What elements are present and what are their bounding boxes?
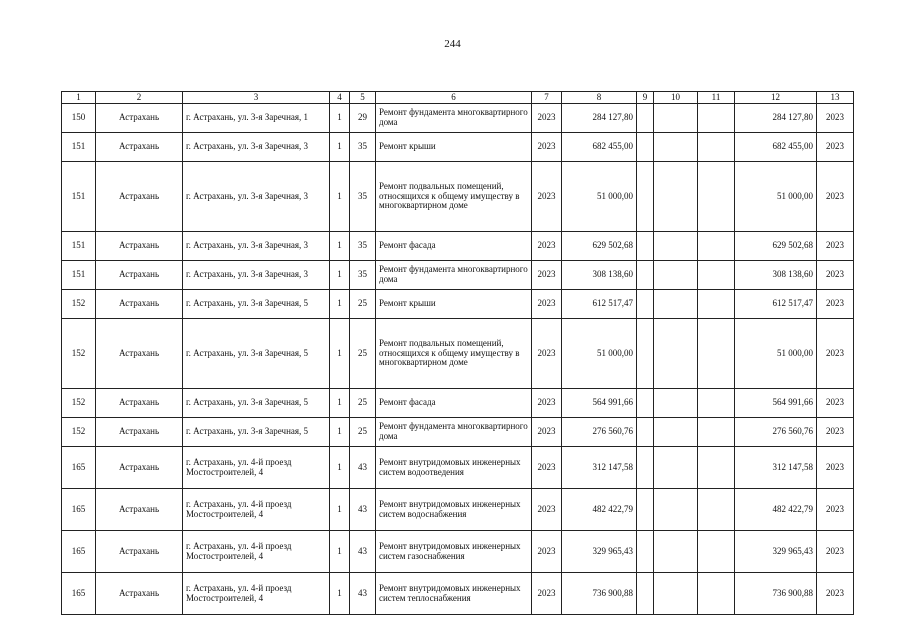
- address-cell: г. Астрахань, ул. 3-я Заречная, 5: [183, 418, 330, 447]
- col10-cell: [654, 232, 698, 261]
- total-cell: 629 502,68: [735, 232, 817, 261]
- column-header: 10: [654, 92, 698, 104]
- year-cell: 2023: [532, 447, 562, 489]
- row-number-cell: 150: [62, 104, 96, 133]
- col11-cell: [698, 162, 735, 232]
- col9-cell: [637, 133, 654, 162]
- cost-cell: 629 502,68: [562, 232, 637, 261]
- col11-cell: [698, 489, 735, 531]
- table-row: [62, 389, 854, 418]
- col10-cell: [654, 162, 698, 232]
- end-year-cell: 2023: [817, 389, 854, 418]
- row-number-cell: 151: [62, 162, 96, 232]
- col4-cell: 1: [330, 418, 350, 447]
- city-cell: Астрахань: [96, 418, 183, 447]
- cost-cell: 308 138,60: [562, 261, 637, 290]
- work-type-cell: Ремонт внутридомовых инженерных систем теплоснабжения: [376, 573, 532, 615]
- column-header: 6: [376, 92, 532, 104]
- col5-cell: 43: [350, 489, 376, 531]
- column-header: 8: [562, 92, 637, 104]
- work-type-cell: Ремонт фасада: [376, 389, 532, 418]
- col5-cell: 25: [350, 418, 376, 447]
- col9-cell: [637, 290, 654, 319]
- table-row: [62, 162, 854, 232]
- total-cell: 482 422,79: [735, 489, 817, 531]
- year-cell: 2023: [532, 133, 562, 162]
- end-year-cell: 2023: [817, 319, 854, 389]
- cost-cell: 736 900,88: [562, 573, 637, 615]
- end-year-cell: 2023: [817, 573, 854, 615]
- work-type-cell: Ремонт подвальных помещений, относящихся к общему имуществу в многоквартирном доме: [376, 162, 532, 232]
- address-cell: г. Астрахань, ул. 3-я Заречная, 3: [183, 261, 330, 290]
- col9-cell: [637, 232, 654, 261]
- table-row: [62, 290, 854, 319]
- table-row: [62, 133, 854, 162]
- table-row: [62, 319, 854, 389]
- col10-cell: [654, 319, 698, 389]
- col9-cell: [637, 319, 654, 389]
- year-cell: 2023: [532, 418, 562, 447]
- year-cell: 2023: [532, 261, 562, 290]
- col10-cell: [654, 290, 698, 319]
- end-year-cell: 2023: [817, 418, 854, 447]
- total-cell: 51 000,00: [735, 162, 817, 232]
- end-year-cell: 2023: [817, 290, 854, 319]
- end-year-cell: 2023: [817, 232, 854, 261]
- city-cell: Астрахань: [96, 261, 183, 290]
- address-cell: г. Астрахань, ул. 3-я Заречная, 1: [183, 104, 330, 133]
- col9-cell: [637, 104, 654, 133]
- col5-cell: 35: [350, 133, 376, 162]
- table-row: [62, 447, 854, 489]
- address-cell: г. Астрахань, ул. 3-я Заречная, 5: [183, 319, 330, 389]
- col9-cell: [637, 573, 654, 615]
- year-cell: 2023: [532, 319, 562, 389]
- col5-cell: 43: [350, 531, 376, 573]
- repair-schedule-table: [61, 91, 854, 615]
- table-row: [62, 232, 854, 261]
- work-type-cell: Ремонт внутридомовых инженерных систем водоотведения: [376, 447, 532, 489]
- col5-cell: 25: [350, 389, 376, 418]
- col4-cell: 1: [330, 162, 350, 232]
- work-type-cell: Ремонт фундамента многоквартирного дома: [376, 418, 532, 447]
- year-cell: 2023: [532, 489, 562, 531]
- cost-cell: 482 422,79: [562, 489, 637, 531]
- work-type-cell: Ремонт внутридомовых инженерных систем газоснабжения: [376, 531, 532, 573]
- total-cell: 312 147,58: [735, 447, 817, 489]
- total-cell: 612 517,47: [735, 290, 817, 319]
- total-cell: 564 991,66: [735, 389, 817, 418]
- work-type-cell: Ремонт фундамента многоквартирного дома: [376, 104, 532, 133]
- col11-cell: [698, 290, 735, 319]
- col11-cell: [698, 447, 735, 489]
- col4-cell: 1: [330, 261, 350, 290]
- city-cell: Астрахань: [96, 447, 183, 489]
- row-number-cell: 151: [62, 133, 96, 162]
- col5-cell: 25: [350, 319, 376, 389]
- city-cell: Астрахань: [96, 573, 183, 615]
- city-cell: Астрахань: [96, 389, 183, 418]
- cost-cell: 276 560,76: [562, 418, 637, 447]
- year-cell: 2023: [532, 162, 562, 232]
- col10-cell: [654, 447, 698, 489]
- col11-cell: [698, 104, 735, 133]
- row-number-cell: 152: [62, 319, 96, 389]
- col11-cell: [698, 232, 735, 261]
- end-year-cell: 2023: [817, 104, 854, 133]
- col4-cell: 1: [330, 104, 350, 133]
- cost-cell: 329 965,43: [562, 531, 637, 573]
- column-header: 12: [735, 92, 817, 104]
- row-number-cell: 165: [62, 573, 96, 615]
- col11-cell: [698, 531, 735, 573]
- city-cell: Астрахань: [96, 489, 183, 531]
- cost-cell: 284 127,80: [562, 104, 637, 133]
- city-cell: Астрахань: [96, 232, 183, 261]
- column-header: 4: [330, 92, 350, 104]
- cost-cell: 51 000,00: [562, 319, 637, 389]
- cost-cell: 564 991,66: [562, 389, 637, 418]
- cost-cell: 612 517,47: [562, 290, 637, 319]
- city-cell: Астрахань: [96, 133, 183, 162]
- col4-cell: 1: [330, 319, 350, 389]
- address-cell: г. Астрахань, ул. 3-я Заречная, 5: [183, 389, 330, 418]
- end-year-cell: 2023: [817, 133, 854, 162]
- table-row: [62, 104, 854, 133]
- address-cell: г. Астрахань, ул. 4-й проезд Мостостроителей, 4: [183, 531, 330, 573]
- col9-cell: [637, 489, 654, 531]
- col11-cell: [698, 573, 735, 615]
- col11-cell: [698, 319, 735, 389]
- year-cell: 2023: [532, 573, 562, 615]
- col5-cell: 43: [350, 447, 376, 489]
- address-cell: г. Астрахань, ул. 4-й проезд Мостостроителей, 4: [183, 447, 330, 489]
- table-row: [62, 261, 854, 290]
- total-cell: 284 127,80: [735, 104, 817, 133]
- year-cell: 2023: [532, 232, 562, 261]
- row-number-cell: 165: [62, 447, 96, 489]
- col10-cell: [654, 418, 698, 447]
- col4-cell: 1: [330, 290, 350, 319]
- row-number-cell: 152: [62, 290, 96, 319]
- city-cell: Астрахань: [96, 162, 183, 232]
- row-number-cell: 152: [62, 418, 96, 447]
- column-header: 7: [532, 92, 562, 104]
- work-type-cell: Ремонт фасада: [376, 232, 532, 261]
- col5-cell: 29: [350, 104, 376, 133]
- work-type-cell: Ремонт крыши: [376, 133, 532, 162]
- address-cell: г. Астрахань, ул. 3-я Заречная, 3: [183, 133, 330, 162]
- year-cell: 2023: [532, 290, 562, 319]
- total-cell: 308 138,60: [735, 261, 817, 290]
- column-header: 2: [96, 92, 183, 104]
- end-year-cell: 2023: [817, 531, 854, 573]
- col11-cell: [698, 418, 735, 447]
- row-number-cell: 152: [62, 389, 96, 418]
- row-number-cell: 165: [62, 489, 96, 531]
- end-year-cell: 2023: [817, 261, 854, 290]
- col11-cell: [698, 389, 735, 418]
- end-year-cell: 2023: [817, 489, 854, 531]
- col9-cell: [637, 447, 654, 489]
- table-row: [62, 418, 854, 447]
- year-cell: 2023: [532, 531, 562, 573]
- col5-cell: 35: [350, 232, 376, 261]
- cost-cell: 682 455,00: [562, 133, 637, 162]
- address-cell: г. Астрахань, ул. 4-й проезд Мостостроителей, 4: [183, 573, 330, 615]
- row-number-cell: 151: [62, 232, 96, 261]
- col4-cell: 1: [330, 389, 350, 418]
- col9-cell: [637, 531, 654, 573]
- address-cell: г. Астрахань, ул. 3-я Заречная, 3: [183, 232, 330, 261]
- col10-cell: [654, 261, 698, 290]
- col11-cell: [698, 133, 735, 162]
- col10-cell: [654, 489, 698, 531]
- total-cell: 736 900,88: [735, 573, 817, 615]
- column-number-row: [62, 92, 854, 104]
- col9-cell: [637, 418, 654, 447]
- total-cell: 51 000,00: [735, 319, 817, 389]
- work-type-cell: Ремонт внутридомовых инженерных систем водоснабжения: [376, 489, 532, 531]
- column-header: 13: [817, 92, 854, 104]
- column-header: 11: [698, 92, 735, 104]
- col10-cell: [654, 573, 698, 615]
- table-row: [62, 573, 854, 615]
- end-year-cell: 2023: [817, 447, 854, 489]
- col4-cell: 1: [330, 573, 350, 615]
- col5-cell: 35: [350, 261, 376, 290]
- cost-cell: 51 000,00: [562, 162, 637, 232]
- column-header: 1: [62, 92, 96, 104]
- col10-cell: [654, 133, 698, 162]
- total-cell: 682 455,00: [735, 133, 817, 162]
- address-cell: г. Астрахань, ул. 4-й проезд Мостостроителей, 4: [183, 489, 330, 531]
- row-number-cell: 165: [62, 531, 96, 573]
- col10-cell: [654, 389, 698, 418]
- city-cell: Астрахань: [96, 290, 183, 319]
- col10-cell: [654, 531, 698, 573]
- col5-cell: 25: [350, 290, 376, 319]
- total-cell: 276 560,76: [735, 418, 817, 447]
- work-type-cell: Ремонт крыши: [376, 290, 532, 319]
- work-type-cell: Ремонт фундамента многоквартирного дома: [376, 261, 532, 290]
- page-number: 244: [444, 38, 461, 50]
- col4-cell: 1: [330, 447, 350, 489]
- city-cell: Астрахань: [96, 531, 183, 573]
- column-header: 9: [637, 92, 654, 104]
- col9-cell: [637, 389, 654, 418]
- col11-cell: [698, 261, 735, 290]
- year-cell: 2023: [532, 104, 562, 133]
- col5-cell: 43: [350, 573, 376, 615]
- address-cell: г. Астрахань, ул. 3-я Заречная, 5: [183, 290, 330, 319]
- city-cell: Астрахань: [96, 104, 183, 133]
- col4-cell: 1: [330, 531, 350, 573]
- col4-cell: 1: [330, 489, 350, 531]
- year-cell: 2023: [532, 389, 562, 418]
- cost-cell: 312 147,58: [562, 447, 637, 489]
- col9-cell: [637, 162, 654, 232]
- col10-cell: [654, 104, 698, 133]
- col9-cell: [637, 261, 654, 290]
- work-type-cell: Ремонт подвальных помещений, относящихся к общему имуществу в многоквартирном доме: [376, 319, 532, 389]
- col4-cell: 1: [330, 232, 350, 261]
- total-cell: 329 965,43: [735, 531, 817, 573]
- end-year-cell: 2023: [817, 162, 854, 232]
- address-cell: г. Астрахань, ул. 3-я Заречная, 3: [183, 162, 330, 232]
- row-number-cell: 151: [62, 261, 96, 290]
- city-cell: Астрахань: [96, 319, 183, 389]
- table-row: [62, 531, 854, 573]
- col5-cell: 35: [350, 162, 376, 232]
- col4-cell: 1: [330, 133, 350, 162]
- column-header: 3: [183, 92, 330, 104]
- table-row: [62, 489, 854, 531]
- column-header: 5: [350, 92, 376, 104]
